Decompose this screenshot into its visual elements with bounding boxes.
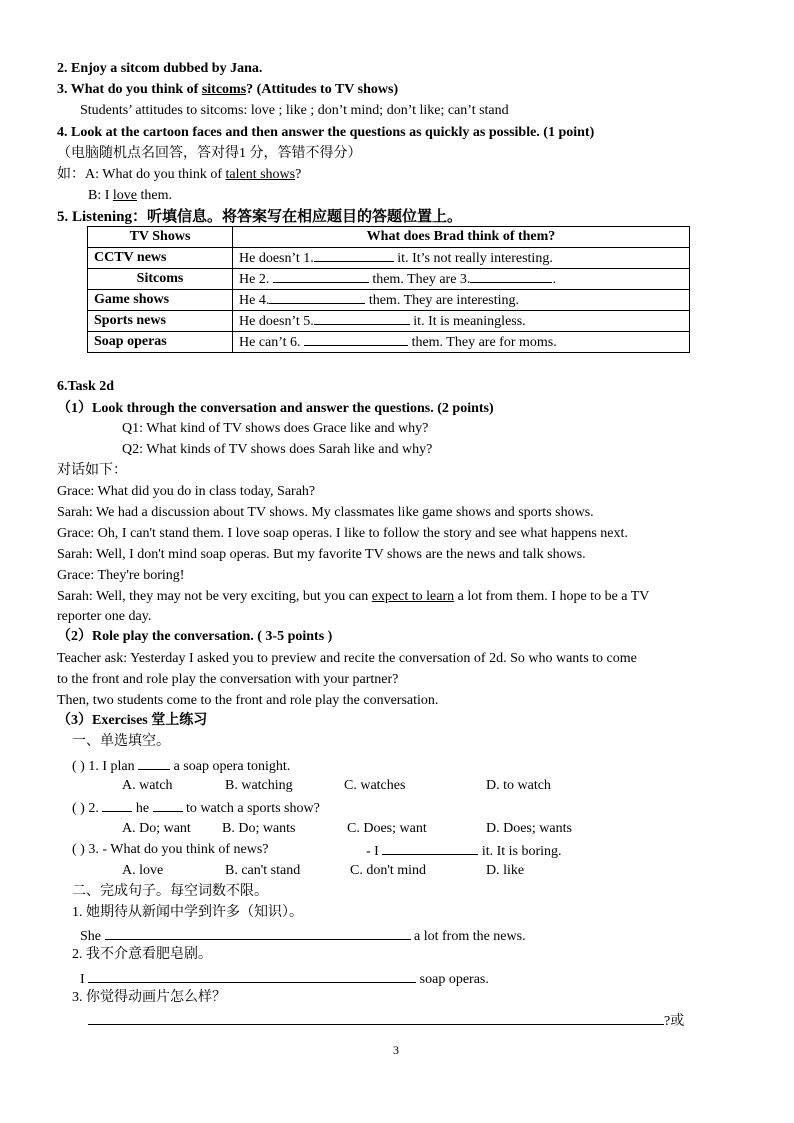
header-tv-shows: TV Shows — [88, 227, 233, 248]
mc-option[interactable]: C. watches — [344, 778, 406, 793]
table-row — [88, 332, 690, 353]
mc-option[interactable]: B. Do; wants — [222, 821, 296, 836]
roleplay-text-line: to the front and role play the conversation with your partner? — [57, 672, 399, 687]
mc-option[interactable]: D. to watch — [486, 778, 551, 793]
opinion-cell: He 2. them. They are 3. . — [233, 269, 690, 290]
sentence-blank[interactable] — [88, 969, 416, 983]
sentence-line: I soap operas. — [80, 969, 489, 989]
show-cell: Soap operas — [88, 332, 233, 353]
table-header-row — [88, 227, 690, 248]
mc-option[interactable]: A. love — [122, 863, 164, 878]
mc-option[interactable]: C. Does; want — [347, 821, 427, 836]
answer-blank-5[interactable] — [314, 311, 410, 325]
item-6-heading: 6.Task 2d — [57, 379, 115, 394]
question-1: Q1: What kind of TV shows does Grace like and why? — [122, 421, 429, 436]
mc-option[interactable]: D. like — [486, 863, 525, 878]
table-row — [88, 290, 690, 311]
answer-blank-6[interactable] — [304, 332, 408, 346]
opinion-cell: He can’t 6. them. They are for moms. — [233, 332, 690, 353]
dialogue-line: Grace: Oh, I can't stand them. I love soap operas. I like to follow the story and see what happens next. — [57, 526, 628, 541]
sentence-line: She a lot from the news. — [80, 926, 526, 946]
answer-blank-1[interactable] — [314, 248, 394, 262]
dialogue-line: Grace: They're boring! — [57, 568, 185, 583]
sentence-prompt-cn: 3. 你觉得动画片怎么样？ — [72, 990, 226, 1005]
sentence-line: ?或 — [88, 1011, 684, 1031]
mc-option[interactable]: D. Does; wants — [486, 821, 572, 836]
mc-option[interactable]: B. watching — [225, 778, 293, 793]
dialogue-line: Grace: What did you do in class today, Sarah? — [57, 484, 316, 499]
answer-blank-3[interactable] — [470, 269, 552, 283]
mc-option[interactable]: C. don't mind — [350, 863, 427, 878]
table-row — [88, 248, 690, 269]
show-cell: Sports news — [88, 311, 233, 332]
item-2-heading: 2. Enjoy a sitcom dubbed by Jana. — [57, 61, 263, 76]
opinion-cell: He doesn’t 1. it. It’s not really interesting. — [233, 248, 690, 269]
answer-paren[interactable]: ( ) — [72, 759, 85, 774]
roleplay-text-line: Teacher ask: Yesterday I asked you to preview and recite the conversation of 2d. So who wants to come — [57, 651, 637, 666]
sentence-prompt-cn: 1. 她期待从新闻中学到许多（知识）。 — [72, 905, 303, 920]
table-row — [88, 311, 690, 332]
sentence-prompt-cn: 2. 我不介意看肥皂剧。 — [72, 947, 212, 962]
listening-table — [87, 226, 690, 353]
mc-question-2: ( ) 2. he to watch a sports show? — [72, 798, 320, 818]
example-a: 如：A: What do you think of talent shows? — [57, 167, 302, 182]
dialogue-line: Sarah: We had a discussion about TV shows. My classmates like game shows and sports shows. — [57, 505, 594, 520]
task-6-1-heading: （1）Look through the conversation and answer the questions. (2 points) — [57, 401, 494, 416]
answer-blank-2[interactable] — [273, 269, 369, 283]
sentence-blank[interactable] — [105, 926, 411, 940]
section-1-heading: 一、单选填空。 — [72, 734, 170, 749]
mc-option[interactable]: A. watch — [122, 778, 173, 793]
mc-question-1: ( ) 1. I plan a soap opera tonight. — [72, 756, 290, 776]
mc-option[interactable]: A. Do; want — [122, 821, 191, 836]
header-brad-opinion: What does Brad think of them? — [233, 227, 690, 248]
sentence-blank[interactable] — [88, 1011, 664, 1025]
section-2-heading: 二、完成句子。每空词数不限。 — [72, 884, 268, 899]
dialogue-line: Sarah: Well, I don't mind soap operas. But my favorite TV shows are the news and talk shows. — [57, 547, 586, 562]
task-6-2-heading: （2）Role play the conversation. ( 3-5 points ) — [57, 629, 333, 644]
roleplay-text-line: Then, two students come to the front and role play the conversation. — [57, 693, 439, 708]
task-6-3-heading: （3）Exercises 堂上练习 — [57, 713, 208, 728]
dialogue-heading: 对话如下： — [57, 463, 127, 478]
mc-option[interactable]: B. can't stand — [225, 863, 301, 878]
mc-blank — [382, 841, 478, 855]
dialogue-line: Sarah: Well, they may not be very exciting, but you can expect to learn a lot from them. I hope to be a TV — [57, 589, 650, 604]
table-row — [88, 269, 690, 290]
mc-blank — [102, 798, 132, 812]
mc-question-3-reply: - I it. It is boring. — [366, 841, 562, 861]
show-cell: CCTV news — [88, 248, 233, 269]
item-4-heading: 4. Look at the cartoon faces and then answer the questions as quickly as possible. (1 point) — [57, 125, 595, 140]
opinion-cell: He 4. them. They are interesting. — [233, 290, 690, 311]
item-4-note: （电脑随机点名回答，答对得1 分，答错不得分） — [57, 146, 362, 161]
example-b: B: I love them. — [88, 188, 172, 203]
answer-paren[interactable]: ( ) — [72, 801, 85, 816]
show-cell: Game shows — [88, 290, 233, 311]
page-number: 3 — [393, 1043, 399, 1057]
dialogue-line-continued: reporter one day. — [57, 609, 152, 624]
mc-question-3: ( ) 3. - What do you think of news? — [72, 842, 269, 857]
show-cell: Sitcoms — [88, 269, 233, 290]
question-2: Q2: What kinds of TV shows does Sarah like and why? — [122, 442, 433, 457]
mc-blank — [138, 756, 170, 770]
answer-blank-4[interactable] — [269, 290, 365, 304]
item-5-heading: 5. Listening：听填信息。将答案写在相应题目的答题位置上。 — [57, 209, 463, 225]
item-3-heading: 3. What do you think of sitcoms? (Attitudes to TV shows) — [57, 82, 399, 97]
attitudes-line: Students’ attitudes to sitcoms: love ; like ; don’t mind; don’t like; can’t stand — [80, 103, 509, 118]
mc-blank — [153, 798, 183, 812]
answer-paren[interactable]: ( ) — [72, 842, 85, 857]
opinion-cell: He doesn’t 5. it. It is meaningless. — [233, 311, 690, 332]
